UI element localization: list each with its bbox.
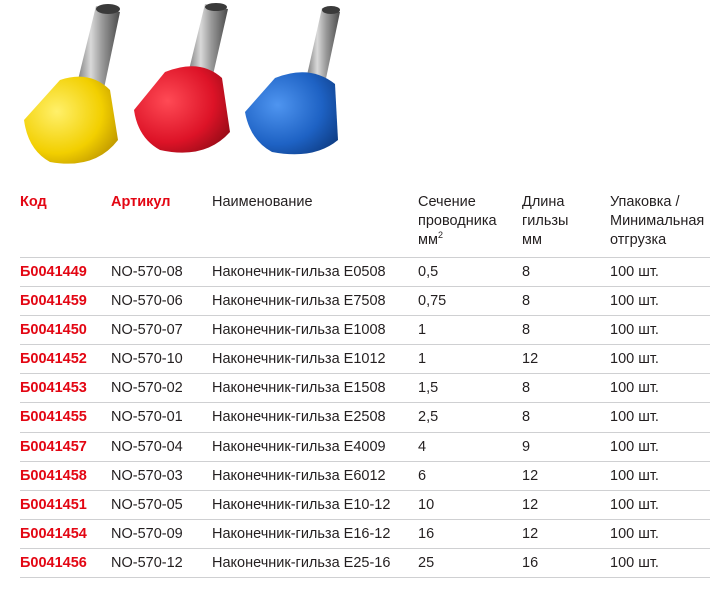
cell-article: NO-570-07 xyxy=(111,322,183,339)
cell-article: NO-570-01 xyxy=(111,409,183,426)
table-row xyxy=(20,345,710,374)
cell-length: 12 xyxy=(522,496,539,513)
cell-article: NO-570-02 xyxy=(111,380,183,397)
cell-article: NO-570-06 xyxy=(111,293,183,310)
cell-code: Б0041456 xyxy=(20,554,87,571)
header-name: Наименование xyxy=(212,194,313,210)
cell-name: Наконечник-гильза E0508 xyxy=(212,264,386,280)
cell-code: Б0041452 xyxy=(20,351,87,368)
product-image xyxy=(0,0,340,175)
header-article: Артикул xyxy=(111,194,171,210)
cell-code: Б0041453 xyxy=(20,380,87,397)
cell-section: 25 xyxy=(418,554,435,571)
cell-length: 12 xyxy=(522,525,539,542)
cell-article: NO-570-05 xyxy=(111,496,183,513)
header-pack: Упаковка / Минимальная отгрузка xyxy=(610,194,705,248)
cell-section: 6 xyxy=(418,467,427,484)
header-code: Код xyxy=(20,194,47,210)
cell-name: Наконечник-гильза E1008 xyxy=(212,322,386,339)
cell-pack: 100 шт. xyxy=(610,264,659,280)
yellow-ferrule xyxy=(24,4,120,164)
cell-code: Б0041454 xyxy=(20,525,87,542)
cell-pack: 100 шт. xyxy=(610,438,659,455)
cell-code: Б0041457 xyxy=(20,438,87,455)
cell-length: 8 xyxy=(522,409,531,426)
cell-length: 16 xyxy=(522,554,539,571)
table-row xyxy=(20,316,710,345)
table-row xyxy=(20,287,710,316)
cell-name: Наконечник-гильза E10-12 xyxy=(212,496,391,513)
table-row xyxy=(20,520,710,549)
cell-length: 8 xyxy=(522,293,531,310)
cell-pack: 100 шт. xyxy=(610,467,659,484)
cell-length: 9 xyxy=(522,438,531,455)
cell-pack: 100 шт. xyxy=(610,293,659,310)
cell-code: Б0041458 xyxy=(20,467,87,484)
cell-name: Наконечник-гильза E16-12 xyxy=(212,525,391,542)
cell-code: Б0041455 xyxy=(20,409,87,426)
cell-name: Наконечник-гильза E7508 xyxy=(212,293,386,310)
cell-section: 10 xyxy=(418,496,435,513)
cell-pack: 100 шт. xyxy=(610,351,659,368)
cell-pack: 100 шт. xyxy=(610,322,659,339)
header-length: Длина гильзы мм xyxy=(522,194,569,248)
cell-pack: 100 шт. xyxy=(610,525,659,542)
cell-code: Б0041450 xyxy=(20,322,87,339)
cell-length: 12 xyxy=(522,467,539,484)
table-header xyxy=(20,193,710,258)
cell-code: Б0041449 xyxy=(20,264,87,280)
cell-article: NO-570-08 xyxy=(111,264,183,280)
cell-code: Б0041451 xyxy=(20,496,87,513)
cell-section: 1 xyxy=(418,351,427,368)
cell-article: NO-570-09 xyxy=(111,525,183,542)
cell-code: Б0041459 xyxy=(20,293,87,310)
cell-article: NO-570-12 xyxy=(111,554,183,571)
cell-article: NO-570-03 xyxy=(111,467,183,484)
cell-section: 4 xyxy=(418,438,427,455)
cell-length: 8 xyxy=(522,322,531,339)
table-row xyxy=(20,549,710,578)
cell-name: Наконечник-гильза E1012 xyxy=(212,351,386,368)
cell-pack: 100 шт. xyxy=(610,409,659,426)
cell-name: Наконечник-гильза E1508 xyxy=(212,380,386,397)
product-table xyxy=(20,193,710,578)
cell-article: NO-570-10 xyxy=(111,351,183,368)
table-row xyxy=(20,258,710,287)
cell-pack: 100 шт. xyxy=(610,554,659,571)
cell-section: 1,5 xyxy=(418,380,439,397)
blue-ferrule xyxy=(245,6,340,154)
header-section: Сечение проводника $мм^2$ xyxy=(418,194,497,248)
cell-name: Наконечник-гильза E2508 xyxy=(212,409,386,426)
cell-article: NO-570-04 xyxy=(111,438,183,455)
cell-name: Наконечник-гильза E6012 xyxy=(212,467,386,484)
cell-section: 1 xyxy=(418,322,427,339)
cell-length: 12 xyxy=(522,351,539,368)
cell-pack: 100 шт. xyxy=(610,496,659,513)
table-row xyxy=(20,433,710,462)
table-row xyxy=(20,403,710,432)
cell-section: 0,5 xyxy=(418,264,439,280)
cell-section: 0,75 xyxy=(418,293,447,310)
table-row xyxy=(20,374,710,403)
table-row xyxy=(20,491,710,520)
table-row xyxy=(20,462,710,491)
cell-section: 2,5 xyxy=(418,409,439,426)
red-ferrule xyxy=(134,3,230,153)
cell-pack: 100 шт. xyxy=(610,380,659,397)
cell-name: Наконечник-гильза E4009 xyxy=(212,438,386,455)
cell-section: 16 xyxy=(418,525,435,542)
cell-length: 8 xyxy=(522,380,531,397)
cell-length: 8 xyxy=(522,264,531,280)
cell-name: Наконечник-гильза E25-16 xyxy=(212,554,391,571)
